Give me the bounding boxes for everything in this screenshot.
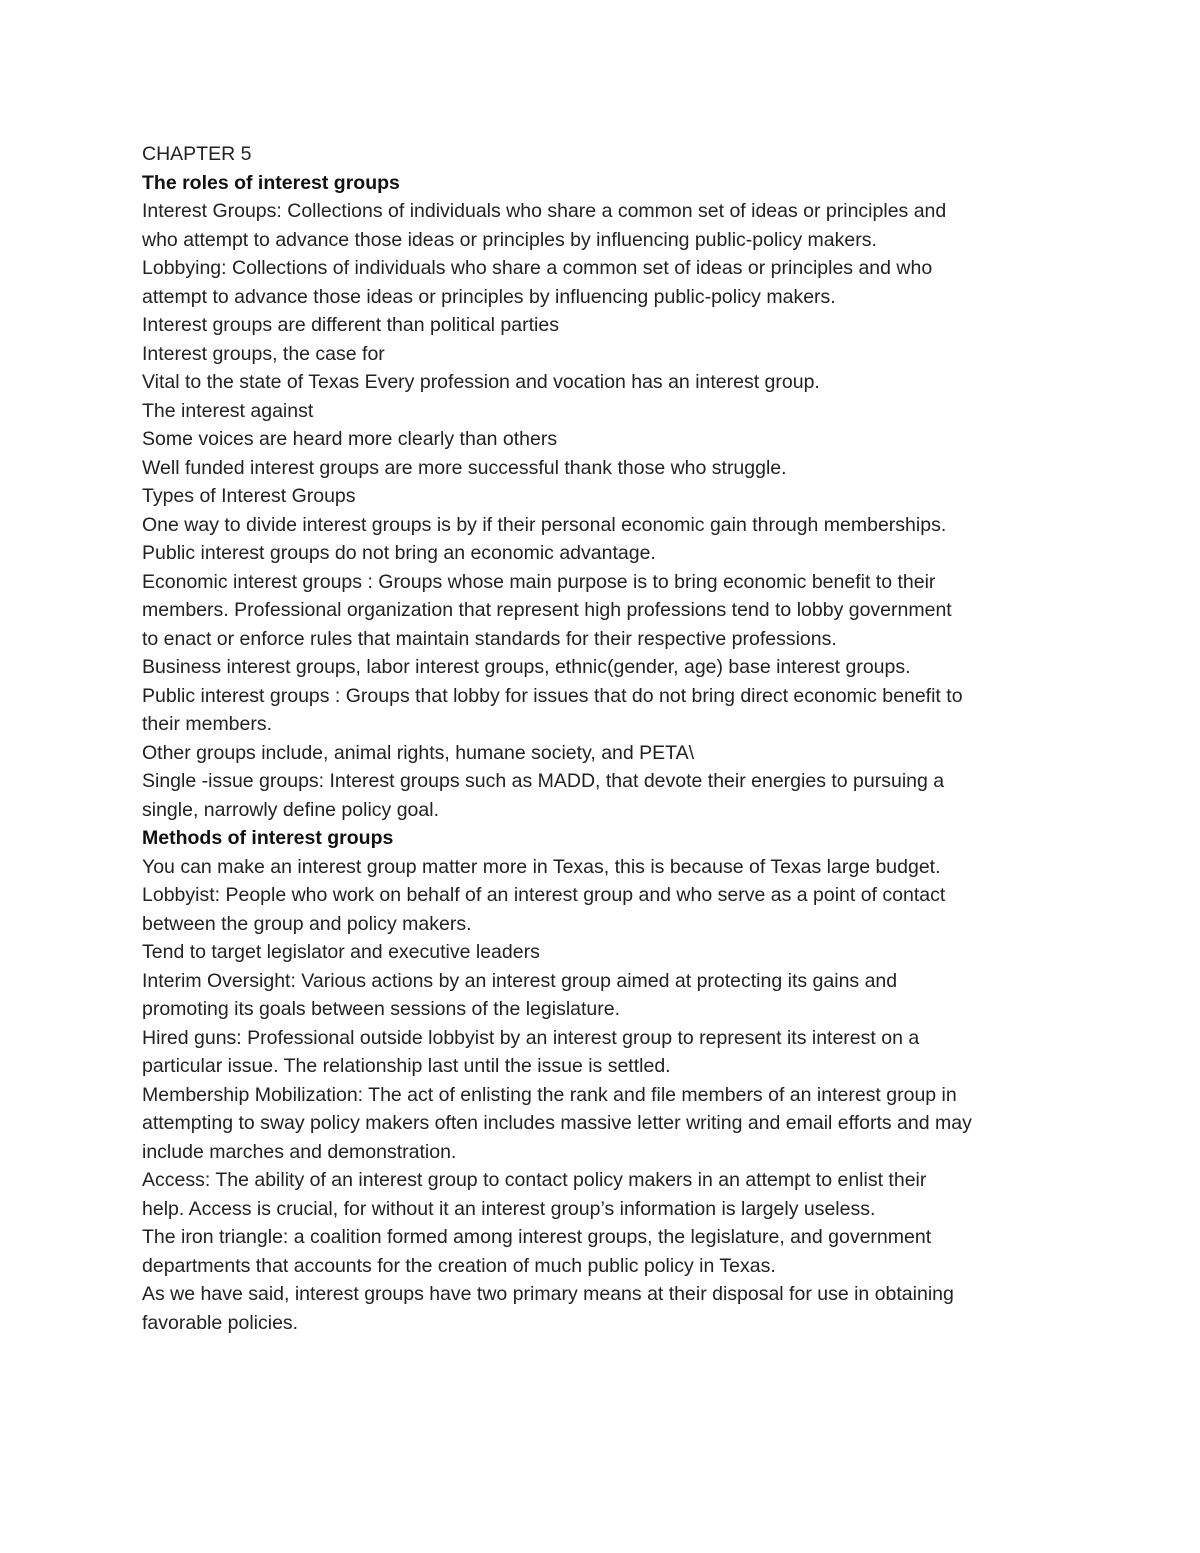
text-line: departments that accounts for the creation of much public policy in Texas. <box>142 1254 776 1277</box>
text-line: their members. <box>142 713 273 735</box>
text-line: attempt to advance those ideas or principles by influencing public-policy makers. <box>142 285 836 308</box>
text-line: Interim Oversight: Various actions by an interest group aimed at protecting its gains and <box>142 969 898 992</box>
text-line: CHAPTER 5 <box>142 143 252 165</box>
text-line: Lobbying: Collections of individuals who share a common set of ideas or principles and who <box>142 257 933 279</box>
text-line: Lobbyist: People who work on behalf of an interest group and who serve as a point of contact <box>142 884 946 906</box>
text-line: Interest groups, the case for <box>142 342 385 365</box>
text-line: promoting its goals between sessions of the legislature. <box>142 998 621 1020</box>
text-line: Interest groups are different than political parties <box>142 314 559 336</box>
text-line: Types of Interest Groups <box>142 485 356 507</box>
text-line: Vital to the state of Texas Every profession and vocation has an interest group. <box>142 371 820 393</box>
text-line: single, narrowly define policy goal. <box>142 798 439 821</box>
document-page <box>142 140 1072 1337</box>
text-line: help. Access is crucial, for without it an interest group’s information is largely useless. <box>142 1197 876 1220</box>
text-line: Membership Mobilization: The act of enlisting the rank and file members of an interest group in <box>142 1083 957 1106</box>
text-line: Other groups include, animal rights, humane society, and PETA\ <box>142 741 695 764</box>
text-line: Economic interest groups : Groups whose main purpose is to bring economic benefit to their <box>142 570 936 593</box>
text-line: Well funded interest groups are more successful thank those who struggle. <box>142 456 787 479</box>
text-line: Tend to target legislator and executive leaders <box>142 941 540 963</box>
section-heading: The roles of interest groups <box>142 171 400 194</box>
text-line: As we have said, interest groups have two primary means at their disposal for use in obtaining <box>142 1283 954 1305</box>
text-line: Some voices are heard more clearly than others <box>142 428 558 450</box>
text-line: Public interest groups : Groups that lobby for issues that do not bring direct economic benefit to <box>142 684 963 707</box>
text-line: to enact or enforce rules that maintain standards for their respective professions. <box>142 627 837 650</box>
text-line: who attempt to advance those ideas or principles by influencing public-policy makers. <box>142 228 877 251</box>
text-line: members. Professional organization that represent high professions tend to lobby government <box>142 599 952 621</box>
text-line: Hired guns: Professional outside lobbyist by an interest group to represent its interest on a <box>142 1026 920 1049</box>
text-line: One way to divide interest groups is by if their personal economic gain through memberships. <box>142 513 947 536</box>
text-line: favorable policies. <box>142 1311 299 1334</box>
text-line: between the group and policy makers. <box>142 912 472 935</box>
text-line: particular issue. The relationship last until the issue is settled. <box>142 1055 671 1077</box>
text-line: You can make an interest group matter more in Texas, this is because of Texas large budget. <box>142 855 941 878</box>
text-line: The iron triangle: a coalition formed among interest groups, the legislature, and government <box>142 1226 932 1248</box>
text-line: Interest Groups: Collections of individuals who share a common set of ideas or principles and <box>142 200 947 222</box>
text-line: The interest against <box>142 399 314 422</box>
text-line: attempting to sway policy makers often includes massive letter writing and email efforts and may <box>142 1112 972 1134</box>
text-line: include marches and demonstration. <box>142 1140 457 1163</box>
section-heading: Methods of interest groups <box>142 827 394 849</box>
text-line: Access: The ability of an interest group to contact policy makers in an attempt to enlist their <box>142 1169 927 1191</box>
text-line: Business interest groups, labor interest groups, ethnic(gender, age) base interest groups. <box>142 656 911 678</box>
text-line: Single -issue groups: Interest groups such as MADD, that devote their energies to pursuing a <box>142 770 945 792</box>
text-line: Public interest groups do not bring an economic advantage. <box>142 542 656 564</box>
